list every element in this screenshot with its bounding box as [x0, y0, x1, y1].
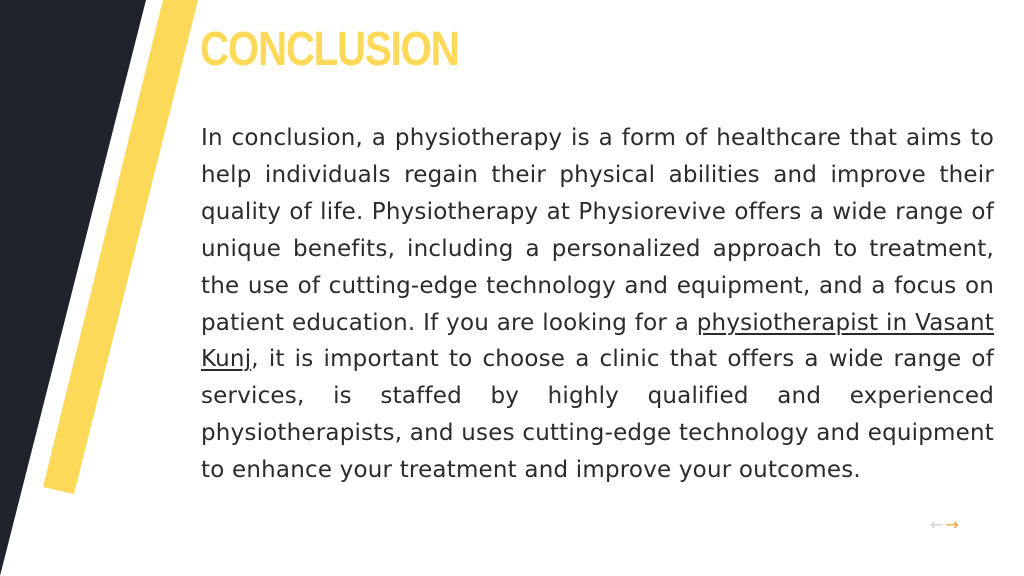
previous-arrow-icon[interactable]: ← — [930, 515, 944, 534]
slide-title: CONCLUSION — [200, 23, 459, 76]
paragraph-text-end: , it is important to choose a clinic that offers a wide range of services, is staffed by highly qualified and experienced physiotherapists, and uses cutting-edge technology and equipment to enhance your treatment and improve your outcomes. — [201, 346, 994, 484]
physiotherapist-link[interactable]: physiotherapist in Vasant Kunj — [201, 309, 994, 373]
slide-navigation — [930, 514, 970, 536]
conclusion-paragraph — [201, 120, 994, 489]
next-arrow-icon[interactable]: → — [945, 515, 959, 534]
paragraph-text-start: In conclusion, a physiotherapy is a form of healthcare that aims to help individuals regain their physical abilities and improve their quality of life. Physiotherapy at Physiorevive offers a wide range of unique benefits, including a personalized approach to treatment, the use of cutting-edge technology and equipment, and a focus on patient education. If you are looking for a — [201, 125, 994, 336]
